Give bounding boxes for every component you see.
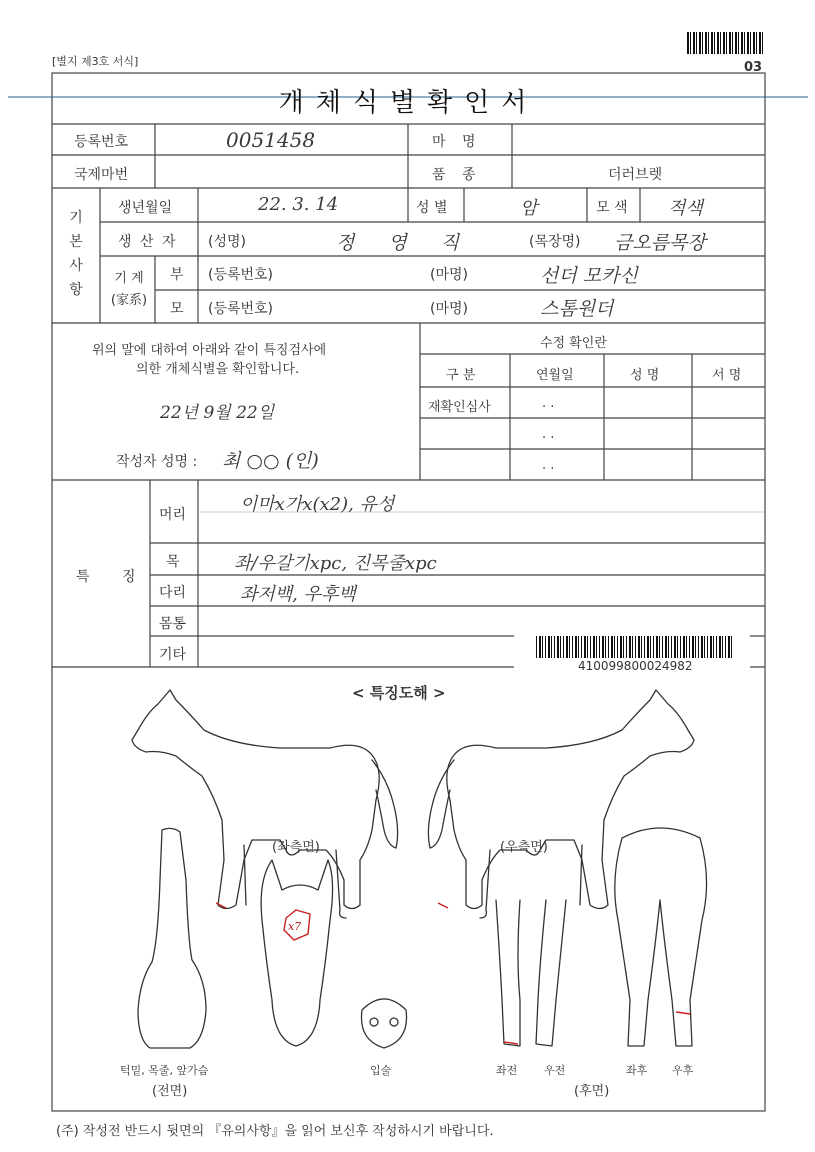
- dam-reg-label: (등록번호): [208, 301, 274, 317]
- sex-label: 성 별: [416, 200, 448, 216]
- farm-value: 금오름목장: [614, 232, 706, 254]
- breed-value: 더러브렛: [608, 167, 663, 183]
- feature-label-head: 머리: [159, 507, 187, 523]
- confirmation-date: 22년 9월 22일: [160, 403, 275, 423]
- diagram-title: < 특징도해 >: [352, 684, 446, 702]
- barcode-number: 410099800024982: [578, 659, 693, 673]
- statement-line-2: 의한 개체식별을 확인합니다.: [136, 362, 300, 377]
- breeder-label: 생 산 자: [118, 234, 178, 250]
- rear-view: [615, 828, 707, 1046]
- coat-label: 모 색: [596, 200, 628, 216]
- dam-label: 모: [170, 301, 184, 317]
- feature-label-legs: 다리: [159, 585, 187, 601]
- left-side-label: (좌측면): [272, 840, 320, 855]
- front-view-label: (전면): [152, 1084, 188, 1099]
- revision-title: 수정 확인란: [540, 336, 607, 351]
- feature-label-body: 몸통: [159, 616, 187, 632]
- revision-col-date: 연월일: [536, 368, 574, 383]
- coat-value: 적색: [668, 198, 703, 219]
- front-chest-view: [138, 828, 206, 1048]
- sire-reg-label: (등록번호): [208, 267, 274, 283]
- revision-row-type: 재확인심사: [428, 400, 491, 415]
- feature-value-neck: 좌/우갈기xpc, 진목줄xpc: [234, 553, 437, 574]
- front-left-leg-label: 좌전: [496, 1064, 518, 1077]
- revision-row-date: . .: [542, 458, 555, 473]
- face-front-view: [261, 860, 332, 1046]
- document-title: 개체식별확인서: [278, 88, 539, 118]
- breeder-name-label: (성명): [208, 234, 246, 250]
- face-mark-label: x7: [288, 920, 302, 933]
- form-number: [별지 제3호 서식]: [52, 55, 139, 68]
- basic-info-label-text: 기본사항: [69, 210, 83, 298]
- footer-note: (주) 작성전 반드시 뒷면의 『유의사항』을 읽어 보신후 작성하시기 바랍니다.: [56, 1124, 494, 1139]
- feature-label-other: 기타: [159, 647, 187, 663]
- front-legs-view: [496, 900, 566, 1046]
- horse-name-label: 마 명: [432, 134, 482, 150]
- revision-row-date: . .: [542, 427, 555, 442]
- muzzle-label: 입술: [370, 1064, 392, 1077]
- right-side-horse: [447, 690, 694, 909]
- birth-label: 생년월일: [118, 200, 173, 216]
- birth-value: 22. 3. 14: [258, 194, 339, 215]
- feature-label-neck: 목: [166, 554, 180, 570]
- rear-view-label: (후면): [574, 1084, 610, 1099]
- front-label: 턱밑, 목줄, 앞가슴: [120, 1064, 209, 1077]
- intl-no-label: 국제마번: [74, 167, 129, 183]
- author-label: 작성자 성명 :: [116, 454, 198, 470]
- front-right-leg-label: 우전: [544, 1064, 566, 1077]
- hind-right-leg-label: 우후: [672, 1064, 694, 1077]
- breeder-name: 정 영 직: [336, 232, 474, 254]
- feature-value-legs: 좌저백, 우후백: [240, 584, 356, 605]
- farm-label: (목장명): [529, 234, 581, 250]
- page-number: 03: [744, 60, 763, 75]
- sire-name-label: (마명): [430, 267, 468, 283]
- dam-name: 스톰원더: [540, 298, 614, 320]
- statement-line-1: 위의 말에 대하여 아래와 같이 특징검사에: [92, 343, 327, 358]
- muzzle-view: [361, 999, 406, 1048]
- revision-col-type: 구 분: [446, 368, 476, 383]
- right-side-label: (우측면): [500, 840, 548, 855]
- breed-label: 품 종: [432, 167, 482, 183]
- feature-value-head: 이마x가x(x2), 유성: [240, 494, 395, 515]
- left-side-horse: [132, 690, 379, 909]
- reg-no-label: 등록번호: [74, 134, 129, 150]
- sire-label: 부: [170, 267, 184, 283]
- hind-left-leg-label: 좌후: [626, 1064, 648, 1077]
- sire-name: 선더 모카신: [540, 265, 638, 287]
- reg-no-value: 0051458: [226, 128, 316, 152]
- revision-col-sign: 서 명: [712, 368, 742, 383]
- lineage-label-text: 기 계 (家系): [110, 271, 148, 308]
- revision-col-name: 성 명: [630, 368, 660, 383]
- dam-name-label: (마명): [430, 301, 468, 317]
- author-signature: 최 ○○ (인): [222, 450, 319, 472]
- revision-row-date: . .: [542, 396, 555, 411]
- features-label: 특 징: [76, 569, 150, 585]
- sex-value: 암: [520, 198, 538, 219]
